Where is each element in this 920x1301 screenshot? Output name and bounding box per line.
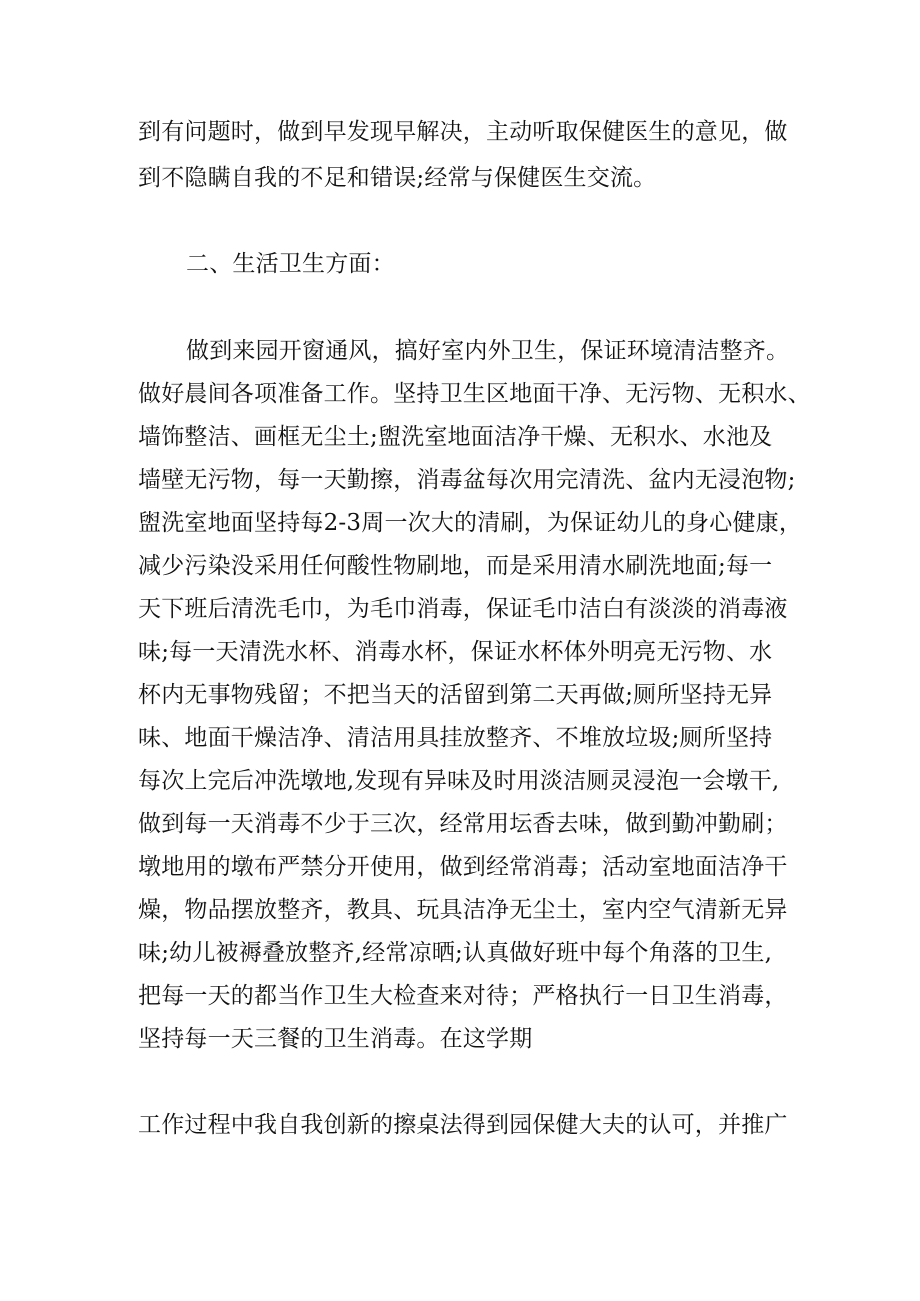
- paragraph-line: 味;每一天清洗水杯、消毒水杯，保证水杯体外明亮无污物、水: [138, 639, 773, 665]
- paragraph-line: 坚持每一天三餐的卫生消毒。在这学期: [138, 1026, 533, 1052]
- paragraph-line: 减少污染没采用任何酸性物刷地，而是采用清水刷洗地面;每一: [138, 553, 773, 579]
- paragraph-line: 做到每一天消毒不少于三次，经常用坛香去味，做到勤冲勤刷；: [138, 811, 788, 837]
- paragraph-line: 每次上完后冲洗墩地,发现有异味及时用淡洁厕灵浸泡一会墩干,: [138, 768, 780, 794]
- paragraph-line: 做好晨间各项准备工作。坚持卫生区地面干净、无污物、无积水、: [138, 381, 811, 407]
- section-heading: 二、生活卫生方面：: [186, 251, 395, 277]
- paragraph-line: 味、地面干燥洁净、清洁用具挂放整齐、不堆放垃圾;厕所坚持: [138, 725, 773, 751]
- paragraph-line: 工作过程中我自我创新的擦桌法得到园保健大夫的认可，并推广: [138, 1112, 788, 1138]
- paragraph-line: 墙壁无污物，每一天勤擦，消毒盆每次用完清洗、盆内无浸泡物;: [138, 467, 796, 493]
- paragraph-line: 墙饰整洁、画框无尘土;盥洗室地面洁净干燥、无积水、水池及: [138, 424, 773, 450]
- paragraph-line: 做到来园开窗通风，搞好室内外卫生，保证环境清洁整齐。: [186, 338, 790, 364]
- paragraph-line: 到有问题时，做到早发现早解决，主动听取保健医生的意见，做: [138, 119, 788, 145]
- paragraph-line: 把每一天的都当作卫生大检查来对待；严格执行一日卫生消毒，: [138, 983, 788, 1009]
- paragraph-line: 味;幼儿被褥叠放整齐,经常凉晒;认真做好班中每个角落的卫生,: [138, 940, 773, 966]
- paragraph-line: 天下班后清洗毛巾，为毛巾消毒，保证毛巾洁白有淡淡的消毒液: [138, 596, 788, 622]
- paragraph-line: 杯内无事物残留；不把当天的活留到第二天再做;厕所坚持无异: [138, 682, 773, 708]
- paragraph-line: 燥，物品摆放整齐，教具、玩具洁净无尘土，室内空气清新无异: [138, 897, 788, 923]
- paragraph-line: 墩地用的墩布严禁分开使用，做到经常消毒；活动室地面洁净干: [138, 854, 788, 880]
- paragraph-line: 盥洗室地面坚持每2-3周一次大的清刷，为保证幼儿的身心健康，: [138, 510, 803, 536]
- paragraph-line: 到不隐瞒自我的不足和错误;经常与保健医生交流。: [138, 165, 657, 191]
